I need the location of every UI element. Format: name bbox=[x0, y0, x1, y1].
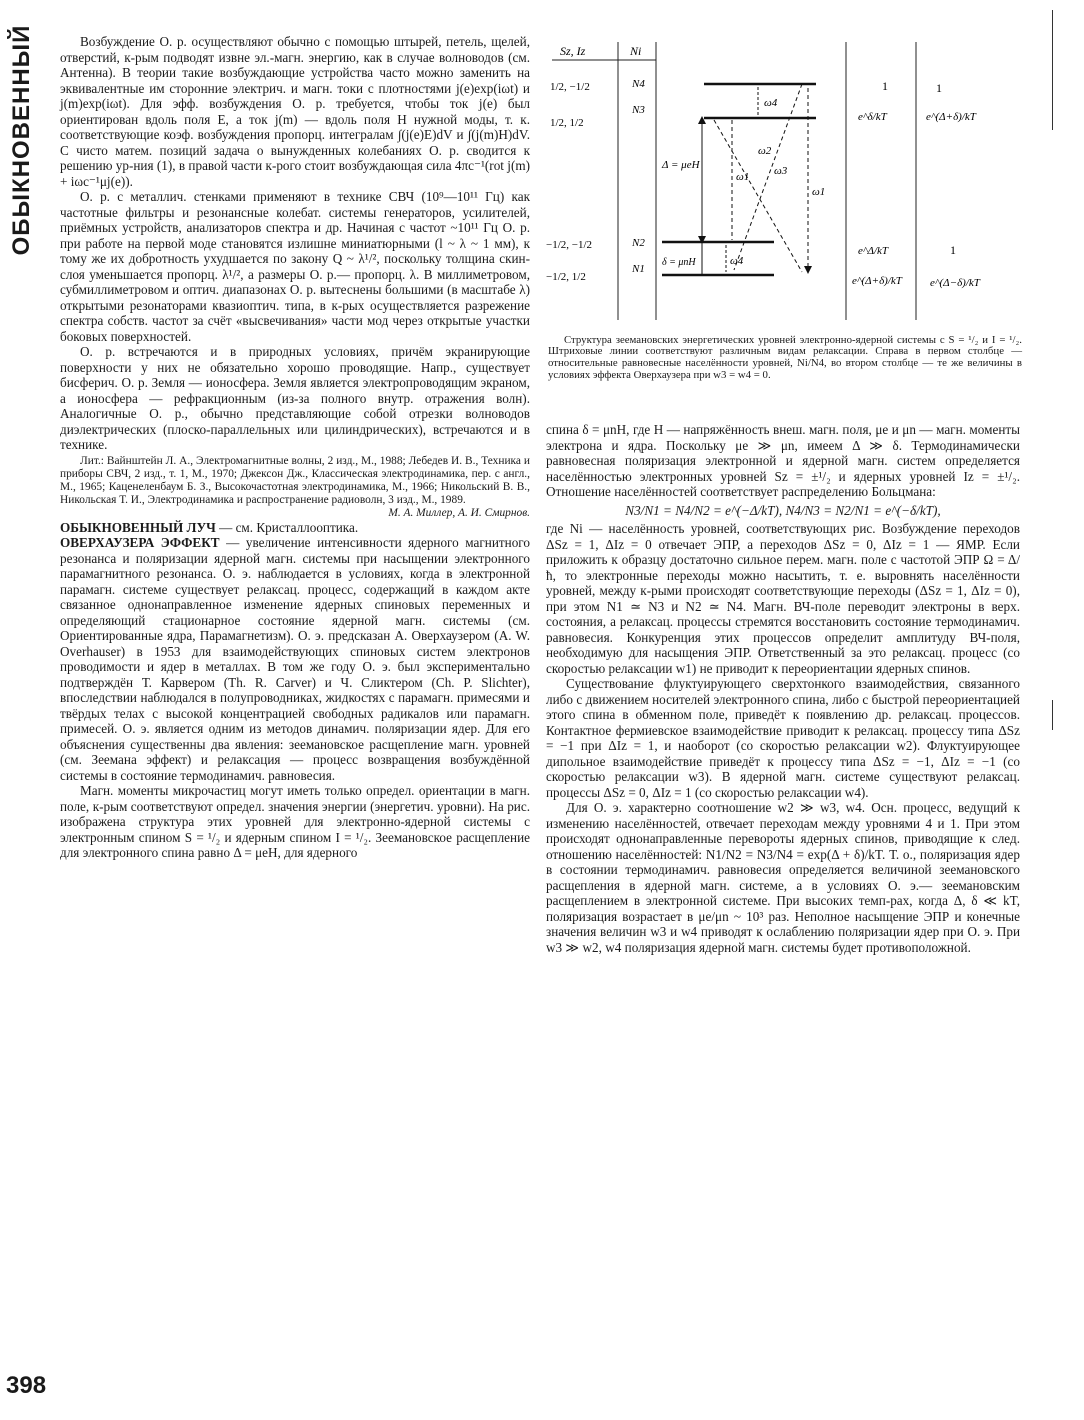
omega-label: ω2 bbox=[758, 145, 772, 157]
population-col2-n4: 1 bbox=[936, 81, 942, 95]
left-column bbox=[60, 34, 530, 861]
level-name-n4: N4 bbox=[632, 78, 645, 90]
entry-text: — увеличение интенсивности ядерного магнитного резонанса и поляризации ядерной магн. системы при насыщении электронного парамагнитного резонанса. О. э. наблюдается в условиях, когда в электронной парамагн. системе существует релаксац. процесс, содержащий в каждом акте связанное однонаправленное изменение ядерных спиновых переменных и определяющий стационарное состояние ядерной магн. системы (см. Ориентированные ядра, Парамагнетизм). О. э. предсказан А. Оверхаузером (A. W. Overhauser) в 1953 для взаимодействующих спиновых систем электронов проводимости и ядер в металлах. В том же году О. э. был экспериментально подтверждён Т. Карвером (Th. R. Carver) и Ч. Сликтером (Ch. P. Slichter), впоследствии наблюдался в полупроводниках, жидкостях с парамагн. примесями и твёрдых телах с высокой концентрацией свободных радикалов или парамагн. примесей. О. э. является одним из методов динамич. поляризации ядер. Для его объяснения существенны два явления: зеемановское расщепление магн. уровней (см. Зеемана эффект) и релаксация — процесс возвращения возбуждённой системы в состояние термодинамич. равновесия. bbox=[60, 535, 530, 783]
entry-text: — см. Кристаллооптика. bbox=[215, 519, 359, 535]
boltzmann-formula: N3/N1 = N4/N2 = e^(−Δ/kT), N4/N3 = N2/N1 = e^(−δ/kT), bbox=[625, 502, 941, 518]
population-col1-n3: e^δ/kT bbox=[858, 111, 887, 123]
entry-heading: ОБЫКНОВЕННЫЙ ЛУЧ bbox=[60, 519, 216, 535]
paragraph-electron-spin: спина δ = μnH, где H — напряжённость внеш. магн. поля, μe и μn — магн. моменты электрона и ядра. Поскольку μe ≫ μn, имеем Δ ≫ δ. Термодинамически равновесная поляризация электронной и ядерной магн. систем определяется населённостью электронных уровней Sz = ±¹/₂ и ядерных уровней Iz = ±¹/₂. Отношение населённостей соответствует распределению Больцмана: bbox=[546, 422, 1020, 499]
paragraph-hyperfine: Существование флуктуирующего сверхтонкого взаимодействия, связанного либо с движением носителей электронного спина, либо с быстрой переориентацией этого спина в обменном поле, приведёт к появлению др. релаксац. процессов. Контактное фермиевское взаимодействие приводит к релаксац. процессу типа ΔSz = −1 при ΔIz = 1, и наоборот (со скоростью релаксации w2). Флуктуирующее дипольное взаимодействие приведёт к процессу типа ΔSz = −1, ΔIz = −1 (со скоростью релаксации w3). В ядерной магн. системе существуют релаксац. процессы ΔSz = 0, ΔIz = 1 (со скоростью релаксации w4). bbox=[546, 676, 1020, 800]
authors: М. А. Миллер, А. И. Смирнов. bbox=[388, 506, 530, 519]
running-head-text: ОБЫКНОВЕННЫЙ bbox=[8, 24, 35, 256]
paragraph-applications: О. р. с металлич. стенками применяют в технике СВЧ (10⁹—10¹¹ Гц) как частотные фильтры и резонансные колебат. системы генераторов, усилителей, приёмных устройств, анализаторов спектра и др. Начиная с частот ~10¹¹ Гц О. р. при работе на первой моде становятся излишне миниатюрными (l ~ λ ~ 1 мм), к тому же их добротность ухудшается по закону Q ~ λ¹/², поскольку толщина скин-слоя уменьшается пропорц. λ¹/², а размеры О. р.— пропорц. λ. В миллиметровом, субмиллиметровом и оптич. диапазонах О. р. вытеснены большими (в масштабе λ) открытыми резонаторами квазиоптич. типа, в к-рых осуществляется разрежение спектра собств. частот за счёт «высвечивания» части мод через открытые участки боковых поверхностей. bbox=[60, 189, 530, 344]
energy-level-diagram bbox=[546, 40, 1022, 324]
level-name-n3: N3 bbox=[632, 104, 645, 116]
references: Лит.: Вайнштейн Л. А., Электромагнитные волны, 2 изд., М., 1988; Лебедев И. В., Техника и приборы СВЧ, 2 изд., т. 1, М., 1970; Джексон Дж., Классическая электродинамика, пер. с англ., М., 1965; Каценеленбаум Б. З., Высокочастотная электродинамика, М., 1966; Никольский В. В., Никольская Т. И., Электродинамика и распространение радиоволн, 3 изд., М., 1989. bbox=[60, 454, 530, 506]
figure-caption: Структура зеемановских энергетических уровней электронно-ядерной системы с S = ¹/₂ и I = ¹/₂. Штриховые линии соответствуют различным видам релаксации. Справа в первом столбце — относительные равновесные населённости уровней, Ni/N4, во втором столбце — те же величины в условиях эффекта Оверхаузера при w3 = w4 = 0. bbox=[548, 333, 1022, 381]
omega-label: ω1 bbox=[736, 171, 750, 183]
paragraph-transitions: где Ni — населённость уровней, соответствующих рис. Возбуждение переходов ΔSz = 1, ΔIz = 0 отвечает ЭПР, а переходов ΔSz = 0, ΔIz = 1 — ЯМР. Если приложить к образцу достаточно сильное перем. магн. поле с частотой ЭПР Ω = Δ/ħ, то электронные переходы можно насытить, т. е. выровнять населённости уровней, между к-рыми происходят соответствующие переходы (ΔSz = 1, ΔIz = 0), при этом N1 ≃ N3 и N2 ≃ N4. Магн. ВЧ-поле переводит электроны в верх. состояния, а релаксац. процессы стремятся восстановить состояние термодинамич. равновесия. Конкуренция этих процессов определит амплитуду ВЧ-поля, необходимую для насыщения ЭПР. Ответственный за это релаксац. процесс (со скоростью релаксации w1) не приводит к переориентации ядерных спинов. bbox=[546, 521, 1020, 676]
paragraph-overhauser-condition: Для О. э. характерно соотношение w2 ≫ w3, w4. Осн. процесс, ведущий к изменению населённостей, отвечает переходам между уровнями 4 и 1. При этом происходят однонаправленные перевороты ядерных спинов, приводящие к след. отношению населённостей: N1/N2 = N3/N4 = exp(Δ + δ)/kT. Т. о., поляризация ядер в состоянии термодинамич. равновесия определяется величиной зеемановского расщепления в ядерной магн. системе, а в условиях О. э.— зеемановским расщеплением в электронной системе. При высоких темп-рах, когда Δ, δ ≪ kT, поляризация возрастает в μe/μn ~ 10³ раз. Неполное насыщение ЭПР и конечные значения величин w3 и w4 приводят к ослаблению поляризации ядер при О. э. При w3 ≫ w2, w4 поляризация ядерной магн. системы будет противоположной. bbox=[546, 800, 1020, 955]
population-col2-n3: e^(Δ+δ)/kT bbox=[926, 111, 976, 123]
sz-value-n2: −1/2, −1/2 bbox=[546, 239, 593, 251]
entry-overhauser bbox=[60, 535, 530, 783]
omega-label: ω1 bbox=[812, 186, 826, 198]
omega-label: ω4 bbox=[764, 97, 778, 109]
page-number: 398 bbox=[6, 1372, 47, 1399]
omega-label: ω4 bbox=[730, 255, 744, 267]
scan-margin-mark bbox=[1052, 700, 1053, 730]
population-col1-n1: e^(Δ+δ)/kT bbox=[852, 275, 902, 287]
entry-ordinary-beam bbox=[60, 520, 530, 536]
omega-label: ω3 bbox=[774, 165, 788, 177]
header-ni: Ni bbox=[630, 44, 642, 58]
small-delta-label: δ = μnH bbox=[662, 257, 696, 268]
sz-value-n3: 1/2, 1/2 bbox=[550, 117, 584, 129]
population-col1-n2: e^Δ/kT bbox=[858, 245, 889, 257]
running-head bbox=[2, 24, 42, 256]
paragraph-natural: О. р. встречаются и в природных условиях, причём экранирующие поверхности у них не обязательно хорошо проводящие. Напр., существует бисферич. О. р. Земля — ионосфера. Земля является электропроводящим экраном, а ионосфера — рефракционным (из-за полного внутр. отражения волн). Аналогичные О. р., обычно представляющие собой отрезки волноводов диэлектрических (плоско-параллельных или цилиндрических), встречаются и в технике. bbox=[60, 344, 530, 452]
right-column bbox=[546, 422, 1020, 955]
arrowhead bbox=[804, 266, 812, 274]
entry-heading: ОВЕРХАУЗЕРА ЭФФЕКТ bbox=[60, 535, 220, 550]
sz-value-n4: 1/2, −1/2 bbox=[550, 81, 590, 93]
level-name-n2: N2 bbox=[632, 237, 645, 249]
diagram-svg bbox=[546, 40, 1022, 324]
paragraph-magnetic-moments: Магн. моменты микрочастиц могут иметь только определ. ориентации в магн. поле, к-рым соответствуют определ. значения энергии (энергетич. уровни). На рис. изображена структура этих уровней для электронно-ядерной системы с электронным спином S = ¹/₂ и ядерным спином I = ¹/₂. Зеемановское расщепление для электронного спина равно Δ = μeH, для ядерного bbox=[60, 783, 530, 860]
population-col2-n1: e^(Δ−δ)/kT bbox=[930, 277, 980, 289]
population-col2-n2: 1 bbox=[950, 243, 956, 257]
sz-value-n1: −1/2, 1/2 bbox=[546, 271, 586, 283]
level-name-n1: N1 bbox=[632, 263, 645, 275]
population-col1-n4: 1 bbox=[882, 79, 888, 93]
relax-w3 bbox=[714, 120, 802, 272]
delta-label: Δ = μeH bbox=[662, 159, 700, 171]
paragraph-excitation: Возбуждение О. р. осуществляют обычно с помощью штырей, петель, щелей, отверстий, к-рым подводят извне эл.-магн. энергию, как в случае волноводов (см. Антенна). В теории такие возбуждающие устройства часто можно заменить на эквивалентные им сторонние электрич. и магн. токи с плотностями j(e)exp(iωt) и j(m)exp(iωt). Для эфф. возбуждения О. р. требуется, чтобы ток j(e) был ориентирован вдоль поля E, а ток j(m) — вдоль поля H нужной моды, т. к. соответствующие коэф. возбуждения пропорц. интегралам ∫(j(e)E)dV и ∫(j(m)H)dV. С чисто матем. позиций задача о вынужденных колебаниях О. р. сводится к решению ур-ния (1), в правой части к-рого стоит возбуждающая сила 4πc⁻¹(rot j(m) + iωc⁻¹μj(e)). bbox=[60, 34, 530, 189]
scan-margin-mark bbox=[1052, 10, 1053, 130]
header-sz-iz: Sz, Iz bbox=[560, 44, 586, 58]
